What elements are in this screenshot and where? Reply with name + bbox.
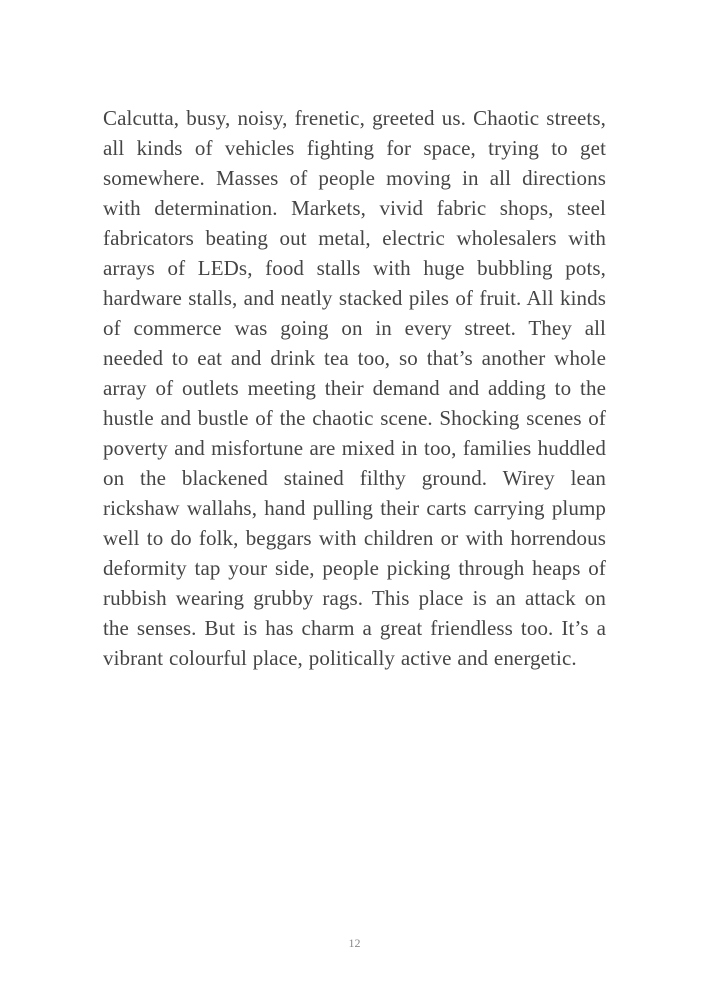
page-number: 12 [348,936,361,950]
body-paragraph: Calcutta, busy, noisy, frenetic, greeted us. Chaotic streets, all kinds of vehicles fighting for space, trying to get somewhere. Masses of people moving in all directions with determination. Markets, vivid fabric shops, steel fabricators beating out metal, electric wholesalers with arrays of LEDs, food stalls with huge bubbling pots, hardware stalls, and neatly stacked piles of fruit. All kinds of commerce was going on in every street. They all needed to eat and drink tea too, so that’s another whole array of outlets meeting their demand and adding to the hustle and bustle of the chaotic scene. Shocking scenes of poverty and misfortune are mixed in too, families huddled on the blackened stained filthy ground. Wirey lean rickshaw wallahs, hand pulling their carts carrying plump well to do folk, beggars with children or with horrendous deformity tap your side, people picking through heaps of rubbish wearing grubby rags. This place is an attack on the senses. But is has charm a great friendless too. It’s a vibrant colourful place, politically active and energetic. [103,106,606,670]
